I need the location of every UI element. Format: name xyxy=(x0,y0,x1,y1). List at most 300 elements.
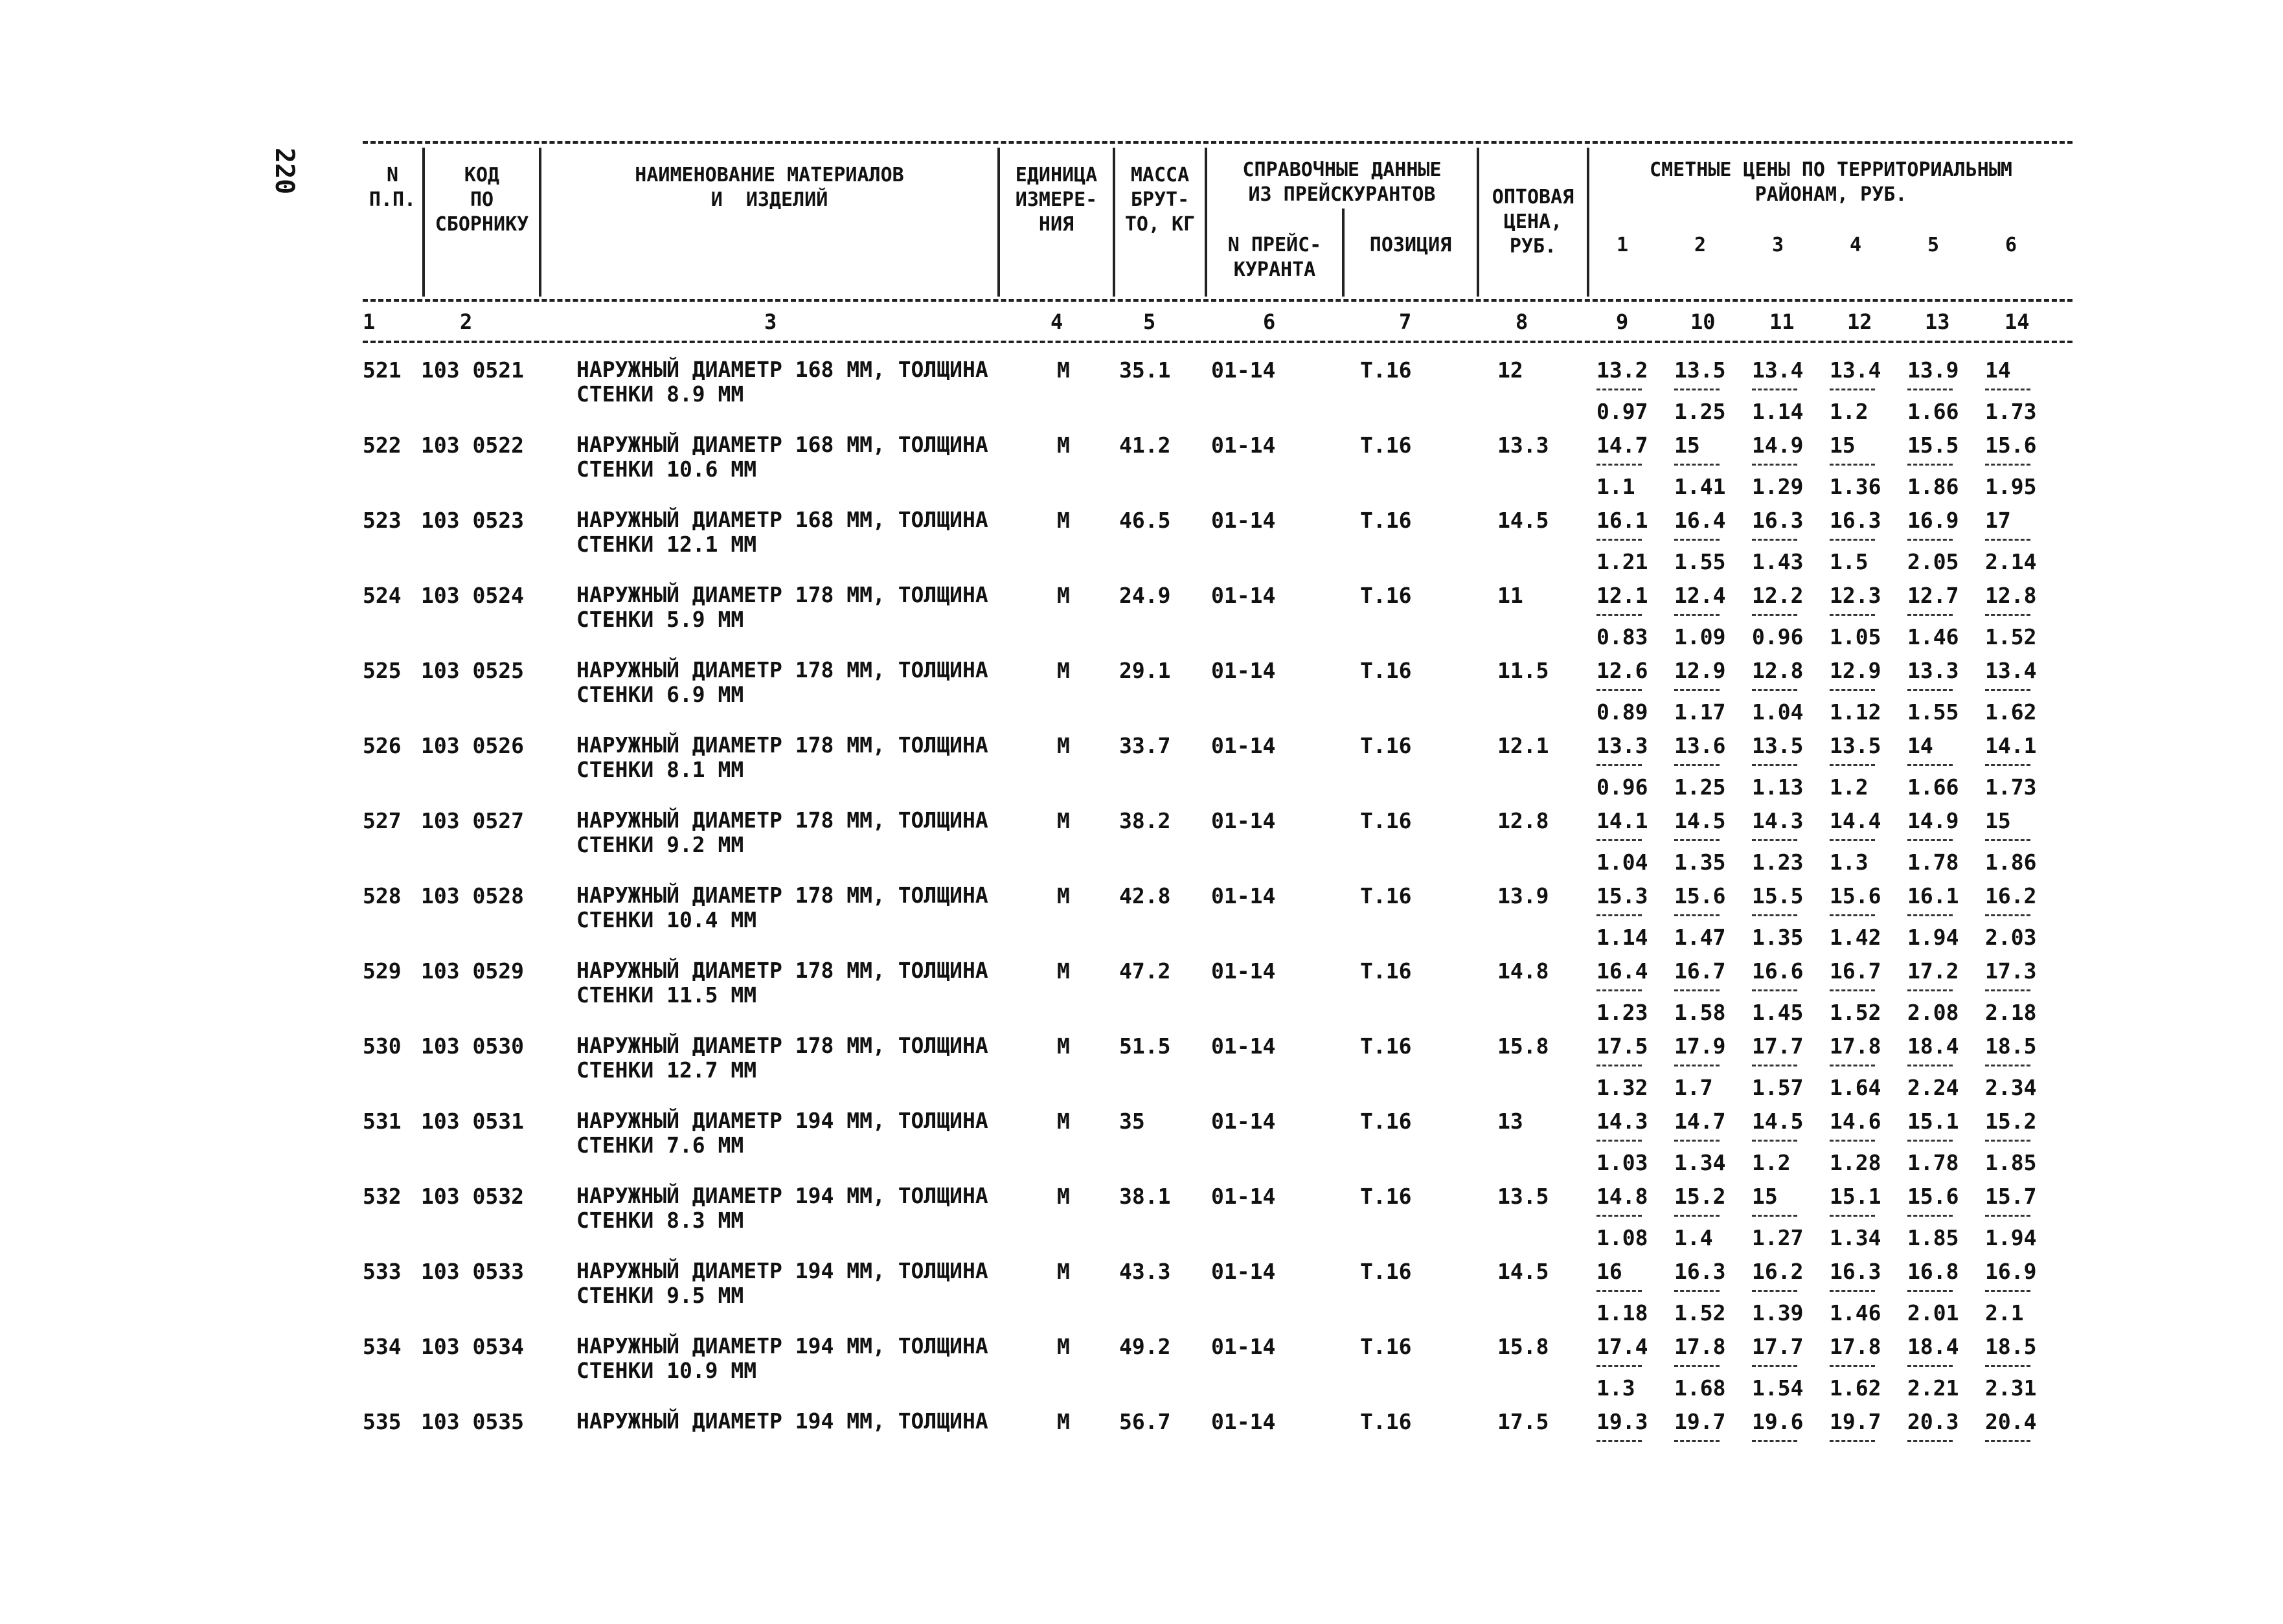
row-estimate-price: 16.3 xyxy=(1830,1259,1881,1284)
row-position: Т.16 xyxy=(1360,1409,1412,1434)
column-numbers xyxy=(363,302,2073,341)
fraction-bar xyxy=(1674,839,1720,841)
row-transport-cost: 1.46 xyxy=(1907,624,1959,649)
row-transport-cost: 1.73 xyxy=(1985,399,2037,424)
row-wholesale-price: 13 xyxy=(1497,1109,1523,1134)
row-transport-cost: 1.32 xyxy=(1596,1075,1648,1100)
row-position: Т.16 xyxy=(1360,1033,1412,1059)
row-transport-cost: 1.57 xyxy=(1752,1075,1804,1100)
row-unit: М xyxy=(1057,1033,1070,1059)
row-estimate-price: 12.1 xyxy=(1596,583,1648,608)
row-transport-cost: 1.39 xyxy=(1752,1300,1804,1325)
row-transport-cost: 1.94 xyxy=(1907,925,1959,950)
row-estimate-price: 18.5 xyxy=(1985,1033,2037,1059)
row-transport-cost: 1.18 xyxy=(1596,1300,1648,1325)
row-transport-cost: 2.08 xyxy=(1907,1000,1959,1025)
fraction-bar xyxy=(1985,914,2030,916)
header-col-number: N П.П. xyxy=(369,164,416,211)
row-name: НАРУЖНЫЙ ДИАМЕТР 194 ММ, ТОЛЩИНА СТЕНКИ 7.6 ММ xyxy=(576,1108,988,1158)
column-numbers-rule xyxy=(363,341,2073,343)
row-transport-cost: 1.17 xyxy=(1674,699,1726,725)
row-transport-cost: 1.7 xyxy=(1674,1075,1713,1100)
fraction-bar xyxy=(1907,689,1953,691)
header-region-3: 3 xyxy=(1771,234,1784,256)
fraction-bar xyxy=(1907,1440,1953,1442)
header-col-position: ПОЗИЦИЯ xyxy=(1369,234,1452,256)
row-transport-cost: 1.78 xyxy=(1907,1150,1959,1175)
fraction-bar xyxy=(1674,614,1720,616)
row-position: Т.16 xyxy=(1360,658,1412,683)
header-col-wholesale-price: ОПТОВАЯ ЦЕНА, РУБ. xyxy=(1492,186,1574,258)
row-mass: 41.2 xyxy=(1119,433,1171,458)
row-mass: 47.2 xyxy=(1119,958,1171,984)
row-estimate-price: 13.4 xyxy=(1830,357,1881,383)
row-price-list: 01-14 xyxy=(1211,1184,1276,1209)
header-col-unit: ЕДИНИЦА ИЗМЕРЕ- НИЯ xyxy=(1015,164,1098,236)
fraction-bar xyxy=(1752,1290,1797,1292)
row-transport-cost: 0.83 xyxy=(1596,624,1648,649)
fraction-bar xyxy=(1907,1215,1953,1217)
row-transport-cost: 1.03 xyxy=(1596,1150,1648,1175)
fraction-bar xyxy=(1674,689,1720,691)
fraction-bar xyxy=(1752,614,1797,616)
row-unit: М xyxy=(1057,883,1070,908)
row-transport-cost: 1.46 xyxy=(1830,1300,1881,1325)
fraction-bar xyxy=(1674,1140,1720,1142)
row-estimate-price: 15.3 xyxy=(1596,883,1648,908)
fraction-bar xyxy=(1752,1140,1797,1142)
fraction-bar xyxy=(1907,389,1953,390)
row-transport-cost: 1.04 xyxy=(1596,850,1648,875)
row-transport-cost: 1.27 xyxy=(1752,1225,1804,1250)
fraction-bar xyxy=(1752,989,1797,991)
row-code: 103 0523 xyxy=(421,508,524,533)
row-estimate-price: 19.7 xyxy=(1830,1409,1881,1434)
row-mass: 42.8 xyxy=(1119,883,1171,908)
column-number: 2 xyxy=(460,310,473,334)
fraction-bar xyxy=(1830,1140,1875,1142)
row-transport-cost: 0.89 xyxy=(1596,699,1648,725)
table-row xyxy=(363,874,2073,949)
row-name: НАРУЖНЫЙ ДИАМЕТР 178 ММ, ТОЛЩИНА СТЕНКИ 8.1 ММ xyxy=(576,732,988,782)
row-estimate-price: 20.3 xyxy=(1907,1409,1959,1434)
row-transport-cost: 1.25 xyxy=(1674,774,1726,800)
row-estimate-price: 13.3 xyxy=(1907,658,1959,683)
row-number: 530 xyxy=(363,1033,402,1059)
row-estimate-price: 15.6 xyxy=(1907,1184,1959,1209)
row-estimate-price: 14.1 xyxy=(1985,733,2037,758)
row-name: НАРУЖНЫЙ ДИАМЕТР 168 ММ, ТОЛЩИНА СТЕНКИ 8.9 ММ xyxy=(576,357,988,407)
header-col-mass: МАССА БРУТ- ТО, КГ xyxy=(1124,164,1196,236)
row-estimate-price: 15.6 xyxy=(1830,883,1881,908)
row-transport-cost: 1.62 xyxy=(1830,1375,1881,1401)
row-transport-cost: 2.05 xyxy=(1907,549,1959,574)
row-unit: М xyxy=(1057,1109,1070,1134)
fraction-bar xyxy=(1907,1140,1953,1142)
row-transport-cost: 0.96 xyxy=(1596,774,1648,800)
table-row xyxy=(363,423,2073,499)
row-estimate-price: 15.2 xyxy=(1674,1184,1726,1209)
row-estimate-price: 16.3 xyxy=(1674,1259,1726,1284)
row-name: НАРУЖНЫЙ ДИАМЕТР 194 ММ, ТОЛЩИНА СТЕНКИ 8.3 ММ xyxy=(576,1183,988,1233)
fraction-bar xyxy=(1674,914,1720,916)
row-code: 103 0534 xyxy=(421,1334,524,1359)
row-estimate-price: 17.8 xyxy=(1830,1033,1881,1059)
fraction-bar xyxy=(1596,1440,1642,1442)
fraction-bar xyxy=(1985,1065,2030,1066)
table-row xyxy=(363,799,2073,874)
row-estimate-price: 12.7 xyxy=(1907,583,1959,608)
row-transport-cost: 1.2 xyxy=(1830,399,1868,424)
row-unit: М xyxy=(1057,733,1070,758)
fraction-bar xyxy=(1752,539,1797,541)
row-transport-cost: 1.86 xyxy=(1985,850,2037,875)
fraction-bar xyxy=(1907,464,1953,466)
row-transport-cost: 1.3 xyxy=(1830,850,1868,875)
row-code: 103 0527 xyxy=(421,808,524,833)
row-estimate-price: 16.7 xyxy=(1830,958,1881,984)
row-transport-cost: 1.2 xyxy=(1752,1150,1791,1175)
fraction-bar xyxy=(1596,1290,1642,1292)
row-mass: 51.5 xyxy=(1119,1033,1171,1059)
row-transport-cost: 1.2 xyxy=(1830,774,1868,800)
fraction-bar xyxy=(1830,914,1875,916)
row-number: 522 xyxy=(363,433,402,458)
row-estimate-price: 15.1 xyxy=(1830,1184,1881,1209)
row-estimate-price: 17.9 xyxy=(1674,1033,1726,1059)
fraction-bar xyxy=(1752,1440,1797,1442)
column-number: 11 xyxy=(1769,310,1795,334)
row-price-list: 01-14 xyxy=(1211,1259,1276,1284)
row-estimate-price: 14.5 xyxy=(1752,1109,1804,1134)
fraction-bar xyxy=(1596,689,1642,691)
row-wholesale-price: 11.5 xyxy=(1497,658,1549,683)
row-transport-cost: 1.52 xyxy=(1674,1300,1726,1325)
row-estimate-price: 15.5 xyxy=(1752,883,1804,908)
row-transport-cost: 1.66 xyxy=(1907,399,1959,424)
row-mass: 43.3 xyxy=(1119,1259,1171,1284)
fraction-bar xyxy=(1830,1440,1875,1442)
row-position: Т.16 xyxy=(1360,1109,1412,1134)
row-wholesale-price: 15.8 xyxy=(1497,1334,1549,1359)
fraction-bar xyxy=(1674,539,1720,541)
row-transport-cost: 1.55 xyxy=(1674,549,1726,574)
row-transport-cost: 1.43 xyxy=(1752,549,1804,574)
column-number: 6 xyxy=(1263,310,1276,334)
row-estimate-price: 15.5 xyxy=(1907,433,1959,458)
row-estimate-price: 15 xyxy=(1674,433,1700,458)
fraction-bar xyxy=(1830,989,1875,991)
row-estimate-price: 16.6 xyxy=(1752,958,1804,984)
fraction-bar xyxy=(1752,389,1797,390)
fraction-bar xyxy=(1830,539,1875,541)
row-position: Т.16 xyxy=(1360,357,1412,383)
row-estimate-price: 19.6 xyxy=(1752,1409,1804,1434)
row-mass: 24.9 xyxy=(1119,583,1171,608)
row-position: Т.16 xyxy=(1360,808,1412,833)
row-estimate-price: 15.7 xyxy=(1985,1184,2037,1209)
row-estimate-price: 14.9 xyxy=(1752,433,1804,458)
fraction-bar xyxy=(1674,1365,1720,1367)
row-transport-cost: 2.14 xyxy=(1985,549,2037,574)
column-number: 1 xyxy=(363,310,376,334)
row-number: 524 xyxy=(363,583,402,608)
fraction-bar xyxy=(1596,1140,1642,1142)
row-transport-cost: 1.41 xyxy=(1674,474,1726,499)
fraction-bar xyxy=(1907,1365,1953,1367)
row-transport-cost: 1.36 xyxy=(1830,474,1881,499)
row-wholesale-price: 14.5 xyxy=(1497,508,1549,533)
row-price-list: 01-14 xyxy=(1211,583,1276,608)
column-number: 7 xyxy=(1399,310,1412,334)
header-price-group: СМЕТНЫЕ ЦЕНЫ ПО ТЕРРИТОРИАЛЬНЫМ РАЙОНАМ, РУБ. xyxy=(1650,159,2012,206)
row-transport-cost: 2.21 xyxy=(1907,1375,1959,1401)
row-estimate-price: 16.1 xyxy=(1596,508,1648,533)
row-transport-cost: 1.23 xyxy=(1752,850,1804,875)
row-estimate-price: 14.9 xyxy=(1907,808,1959,833)
row-number: 535 xyxy=(363,1409,402,1434)
row-transport-cost: 1.5 xyxy=(1830,549,1868,574)
row-estimate-price: 19.3 xyxy=(1596,1409,1648,1434)
row-transport-cost: 1.85 xyxy=(1985,1150,2037,1175)
row-number: 528 xyxy=(363,883,402,908)
fraction-bar xyxy=(1752,914,1797,916)
fraction-bar xyxy=(1674,764,1720,766)
row-wholesale-price: 12.1 xyxy=(1497,733,1549,758)
row-estimate-price: 19.7 xyxy=(1674,1409,1726,1434)
row-estimate-price: 17.3 xyxy=(1985,958,2037,984)
fraction-bar xyxy=(1907,539,1953,541)
row-transport-cost: 1.42 xyxy=(1830,925,1881,950)
row-estimate-price: 13.5 xyxy=(1830,733,1881,758)
row-price-list: 01-14 xyxy=(1211,1409,1276,1434)
row-estimate-price: 16.1 xyxy=(1907,883,1959,908)
fraction-bar xyxy=(1830,1065,1875,1066)
row-transport-cost: 1.52 xyxy=(1985,624,2037,649)
row-unit: М xyxy=(1057,1184,1070,1209)
row-mass: 46.5 xyxy=(1119,508,1171,533)
row-transport-cost: 1.47 xyxy=(1674,925,1726,950)
price-table xyxy=(363,141,2073,1475)
header-region-1: 1 xyxy=(1616,234,1629,256)
row-transport-cost: 1.85 xyxy=(1907,1225,1959,1250)
fraction-bar xyxy=(1596,914,1642,916)
row-estimate-price: 13.5 xyxy=(1674,357,1726,383)
fraction-bar xyxy=(1752,689,1797,691)
row-code: 103 0521 xyxy=(421,357,524,383)
row-price-list: 01-14 xyxy=(1211,808,1276,833)
table-row xyxy=(363,499,2073,574)
row-price-list: 01-14 xyxy=(1211,1334,1276,1359)
row-position: Т.16 xyxy=(1360,1259,1412,1284)
row-transport-cost: 1.35 xyxy=(1752,925,1804,950)
row-mass: 56.7 xyxy=(1119,1409,1171,1434)
row-wholesale-price: 12.8 xyxy=(1497,808,1549,833)
row-estimate-price: 13.5 xyxy=(1752,733,1804,758)
fraction-bar xyxy=(1830,839,1875,841)
row-number: 527 xyxy=(363,808,402,833)
row-unit: М xyxy=(1057,1259,1070,1284)
row-name: НАРУЖНЫЙ ДИАМЕТР 194 ММ, ТОЛЩИНА СТЕНКИ 10.9 ММ xyxy=(576,1333,988,1383)
row-name: НАРУЖНЫЙ ДИАМЕТР 178 ММ, ТОЛЩИНА СТЕНКИ 11.5 ММ xyxy=(576,958,988,1008)
row-position: Т.16 xyxy=(1360,583,1412,608)
row-number: 526 xyxy=(363,733,402,758)
fraction-bar xyxy=(1752,764,1797,766)
row-estimate-price: 17.8 xyxy=(1830,1334,1881,1359)
row-estimate-price: 17.2 xyxy=(1907,958,1959,984)
row-code: 103 0535 xyxy=(421,1409,524,1434)
row-estimate-price: 16.3 xyxy=(1830,508,1881,533)
table-row xyxy=(363,1325,2073,1400)
row-transport-cost: 1.12 xyxy=(1830,699,1881,725)
fraction-bar xyxy=(1596,989,1642,991)
row-transport-cost: 1.14 xyxy=(1596,925,1648,950)
row-position: Т.16 xyxy=(1360,733,1412,758)
header-region-2: 2 xyxy=(1694,234,1707,256)
row-transport-cost: 0.97 xyxy=(1596,399,1648,424)
fraction-bar xyxy=(1596,1065,1642,1066)
fraction-bar xyxy=(1985,1215,2030,1217)
row-transport-cost: 1.64 xyxy=(1830,1075,1881,1100)
row-price-list: 01-14 xyxy=(1211,958,1276,984)
row-estimate-price: 15 xyxy=(1752,1184,1778,1209)
row-transport-cost: 1.58 xyxy=(1674,1000,1726,1025)
fraction-bar xyxy=(1985,539,2030,541)
row-estimate-price: 17.7 xyxy=(1752,1334,1804,1359)
row-transport-cost: 1.3 xyxy=(1596,1375,1635,1401)
row-code: 103 0530 xyxy=(421,1033,524,1059)
row-transport-cost: 2.24 xyxy=(1907,1075,1959,1100)
fraction-bar xyxy=(1830,689,1875,691)
row-estimate-price: 12.2 xyxy=(1752,583,1804,608)
row-price-list: 01-14 xyxy=(1211,357,1276,383)
row-transport-cost: 1.25 xyxy=(1674,399,1726,424)
row-estimate-price: 12.9 xyxy=(1674,658,1726,683)
row-estimate-price: 18.4 xyxy=(1907,1334,1959,1359)
fraction-bar xyxy=(1985,839,2030,841)
fraction-bar xyxy=(1752,1065,1797,1066)
fraction-bar xyxy=(1830,1290,1875,1292)
row-unit: М xyxy=(1057,1409,1070,1434)
fraction-bar xyxy=(1985,464,2030,466)
row-name: НАРУЖНЫЙ ДИАМЕТР 178 ММ, ТОЛЩИНА СТЕНКИ 6.9 ММ xyxy=(576,657,988,707)
fraction-bar xyxy=(1985,614,2030,616)
row-estimate-price: 15 xyxy=(1830,433,1856,458)
row-estimate-price: 13.2 xyxy=(1596,357,1648,383)
fraction-bar xyxy=(1674,464,1720,466)
fraction-bar xyxy=(1907,914,1953,916)
row-number: 525 xyxy=(363,658,402,683)
row-code: 103 0524 xyxy=(421,583,524,608)
fraction-bar xyxy=(1674,1065,1720,1066)
row-transport-cost: 1.21 xyxy=(1596,549,1648,574)
column-number: 5 xyxy=(1143,310,1156,334)
row-position: Т.16 xyxy=(1360,958,1412,984)
table-header xyxy=(363,144,2073,299)
fraction-bar xyxy=(1907,839,1953,841)
row-estimate-price: 17 xyxy=(1985,508,2011,533)
fraction-bar xyxy=(1907,1290,1953,1292)
row-code: 103 0526 xyxy=(421,733,524,758)
row-transport-cost: 1.23 xyxy=(1596,1000,1648,1025)
table-row xyxy=(363,724,2073,799)
row-mass: 33.7 xyxy=(1119,733,1171,758)
row-estimate-price: 15.6 xyxy=(1985,433,2037,458)
row-transport-cost: 1.29 xyxy=(1752,474,1804,499)
row-estimate-price: 14 xyxy=(1907,733,1933,758)
row-position: Т.16 xyxy=(1360,433,1412,458)
row-estimate-price: 17.7 xyxy=(1752,1033,1804,1059)
row-estimate-price: 17.8 xyxy=(1674,1334,1726,1359)
row-mass: 38.1 xyxy=(1119,1184,1171,1209)
fraction-bar xyxy=(1830,1215,1875,1217)
row-transport-cost: 1.28 xyxy=(1830,1150,1881,1175)
row-name: НАРУЖНЫЙ ДИАМЕТР 178 ММ, ТОЛЩИНА СТЕНКИ 12.7 ММ xyxy=(576,1033,988,1083)
row-transport-cost: 2.03 xyxy=(1985,925,2037,950)
row-wholesale-price: 13.3 xyxy=(1497,433,1549,458)
fraction-bar xyxy=(1596,389,1642,390)
row-transport-cost: 2.31 xyxy=(1985,1375,2037,1401)
row-estimate-price: 13.4 xyxy=(1752,357,1804,383)
column-number: 14 xyxy=(2005,310,2030,334)
row-price-list: 01-14 xyxy=(1211,658,1276,683)
row-transport-cost: 1.52 xyxy=(1830,1000,1881,1025)
row-number: 534 xyxy=(363,1334,402,1359)
fraction-bar xyxy=(1985,989,2030,991)
row-transport-cost: 1.34 xyxy=(1830,1225,1881,1250)
row-transport-cost: 1.55 xyxy=(1907,699,1959,725)
fraction-bar xyxy=(1674,1290,1720,1292)
fraction-bar xyxy=(1830,389,1875,390)
row-estimate-price: 16.2 xyxy=(1752,1259,1804,1284)
column-number: 4 xyxy=(1051,310,1063,334)
row-estimate-price: 15 xyxy=(1985,808,2011,833)
row-price-list: 01-14 xyxy=(1211,508,1276,533)
row-transport-cost: 1.54 xyxy=(1752,1375,1804,1401)
column-number: 8 xyxy=(1516,310,1528,334)
row-position: Т.16 xyxy=(1360,1184,1412,1209)
row-name: НАРУЖНЫЙ ДИАМЕТР 168 ММ, ТОЛЩИНА СТЕНКИ 10.6 ММ xyxy=(576,432,988,482)
table-row xyxy=(363,949,2073,1024)
row-estimate-price: 14.7 xyxy=(1674,1109,1726,1134)
row-estimate-price: 14 xyxy=(1985,357,2011,383)
row-estimate-price: 12.8 xyxy=(1752,658,1804,683)
row-estimate-price: 14.7 xyxy=(1596,433,1648,458)
row-transport-cost: 1.78 xyxy=(1907,850,1959,875)
row-estimate-price: 16.9 xyxy=(1907,508,1959,533)
row-transport-cost: 2.34 xyxy=(1985,1075,2037,1100)
fraction-bar xyxy=(1985,764,2030,766)
row-wholesale-price: 11 xyxy=(1497,583,1523,608)
row-estimate-price: 16.8 xyxy=(1907,1259,1959,1284)
fraction-bar xyxy=(1674,1215,1720,1217)
row-unit: М xyxy=(1057,508,1070,533)
row-transport-cost: 1.34 xyxy=(1674,1150,1726,1175)
row-name: НАРУЖНЫЙ ДИАМЕТР 194 ММ, ТОЛЩИНА СТЕНКИ 9.5 ММ xyxy=(576,1258,988,1308)
table-row xyxy=(363,574,2073,649)
row-number: 529 xyxy=(363,958,402,984)
row-estimate-price: 17.5 xyxy=(1596,1033,1648,1059)
row-code: 103 0529 xyxy=(421,958,524,984)
row-transport-cost: 1.94 xyxy=(1985,1225,2037,1250)
row-unit: М xyxy=(1057,1334,1070,1359)
row-wholesale-price: 12 xyxy=(1497,357,1523,383)
header-region-6: 6 xyxy=(2005,234,2017,256)
fraction-bar xyxy=(1830,1365,1875,1367)
fraction-bar xyxy=(1985,1440,2030,1442)
header-region-5: 5 xyxy=(1927,234,1940,256)
row-transport-cost: 1.09 xyxy=(1674,624,1726,649)
